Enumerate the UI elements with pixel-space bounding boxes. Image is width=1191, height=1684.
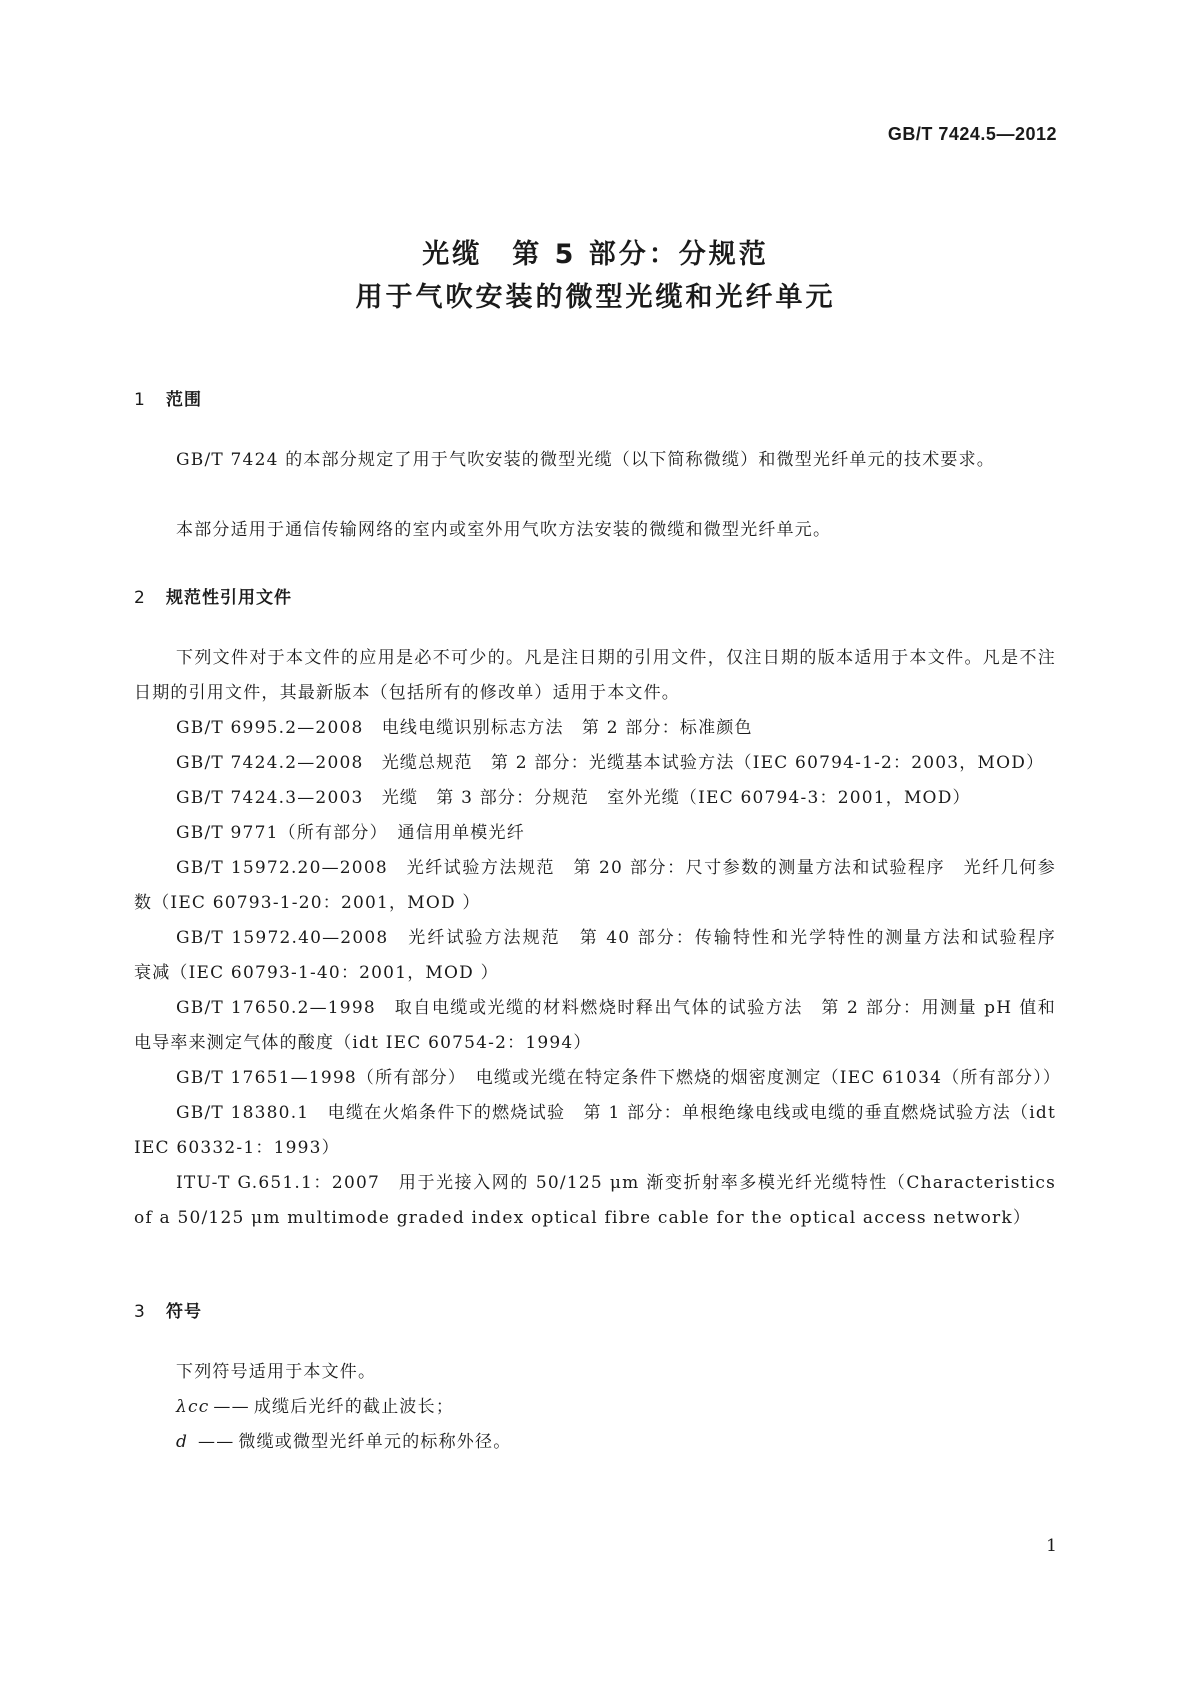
reference-item: ITU-T G.651.1：2007 用于光接入网的 50/125 μm 渐变折射率多模光纤光缆特性（Characteristics of a 50/125 μm multimode graded index optical fibre cable for the optical access network） bbox=[134, 1173, 1056, 1228]
symbol-definition bbox=[176, 1425, 511, 1460]
scope-paragraph-1: GB/T 7424 的本部分规定了用于气吹安装的微型光缆（以下简称微缆）和微型光纤单元的技术要求。 bbox=[176, 450, 996, 470]
reference-item: GB/T 17651—1998（所有部分） 电缆或光缆在特定条件下燃烧的烟密度测定（IEC 61034（所有部分）） bbox=[176, 1068, 1062, 1088]
section-number: 3 bbox=[134, 1302, 146, 1322]
reference-item: GB/T 18380.1 电缆在火焰条件下的燃烧试验 第 1 部分：单根绝缘电线或电缆的垂直燃烧试验方法（idt IEC 60332-1：1993） bbox=[134, 1103, 1056, 1158]
section-1-heading bbox=[134, 385, 202, 410]
title-line-2: 用于气吹安装的微型光缆和光纤单元 bbox=[355, 282, 836, 313]
standard-code: GB/T 7424.5—2012 bbox=[887, 124, 1057, 144]
reference-item: GB/T 17650.2—1998 取自电缆或光缆的材料燃烧时释出气体的试验方法 第 2 部分：用测量 pH 值和电导率来测定气体的酸度（idt IEC 60754-2：1994） bbox=[134, 998, 1056, 1053]
symbol: λcc bbox=[176, 1397, 210, 1417]
symbol-description: 微缆或微型光纤单元的标称外径。 bbox=[238, 1432, 512, 1452]
symbol: d bbox=[176, 1432, 189, 1452]
section-2-heading bbox=[134, 583, 292, 608]
symbol-definition bbox=[176, 1390, 454, 1425]
definition-dash: —— bbox=[213, 1397, 250, 1417]
page-number: 1 bbox=[1046, 1536, 1057, 1556]
symbol-description: 成缆后光纤的截止波长； bbox=[253, 1397, 455, 1417]
reference-item: GB/T 7424.3—2003 光缆 第 3 部分：分规范 室外光缆（IEC 60794-3：2001，MOD） bbox=[176, 788, 971, 808]
section-number: 2 bbox=[134, 588, 146, 608]
reference-list bbox=[134, 711, 1075, 1236]
section-title: 符号 bbox=[166, 1302, 202, 1322]
section-title: 规范性引用文件 bbox=[166, 588, 292, 608]
section-3-heading bbox=[134, 1297, 202, 1322]
reference-item: GB/T 6995.2—2008 电线电缆识别标志方法 第 2 部分：标准颜色 bbox=[176, 718, 753, 738]
symbols-intro: 下列符号适用于本文件。 bbox=[176, 1362, 377, 1382]
definition-dash: —— bbox=[198, 1432, 235, 1452]
section-number: 1 bbox=[134, 390, 146, 410]
reference-item: GB/T 7424.2—2008 光缆总规范 第 2 部分：光缆基本试验方法（IEC 60794-1-2：2003，MOD） bbox=[176, 753, 1045, 773]
section-title: 范围 bbox=[166, 390, 202, 410]
references-intro: 下列文件对于本文件的应用是必不可少的。凡是注日期的引用文件，仅注日期的版本适用于本文件。凡是不注日期的引用文件，其最新版本（包括所有的修改单）适用于本文件。 bbox=[134, 648, 1056, 703]
reference-item: GB/T 15972.20—2008 光纤试验方法规范 第 20 部分：尺寸参数的测量方法和试验程序 光纤几何参数（IEC 60793-1-20：2001，MOD ） bbox=[134, 858, 1056, 913]
reference-item: GB/T 15972.40—2008 光纤试验方法规范 第 40 部分：传输特性和光学特性的测量方法和试验程序 衰减（IEC 60793-1-40：2001，MOD ） bbox=[134, 928, 1075, 983]
reference-item: GB/T 9771（所有部分） 通信用单模光纤 bbox=[176, 823, 525, 843]
title-line-1: 光缆 第 5 部分：分规范 bbox=[422, 239, 769, 270]
scope-paragraph-2: 本部分适用于通信传输网络的室内或室外用气吹方法安装的微缆和微型光纤单元。 bbox=[176, 520, 832, 540]
